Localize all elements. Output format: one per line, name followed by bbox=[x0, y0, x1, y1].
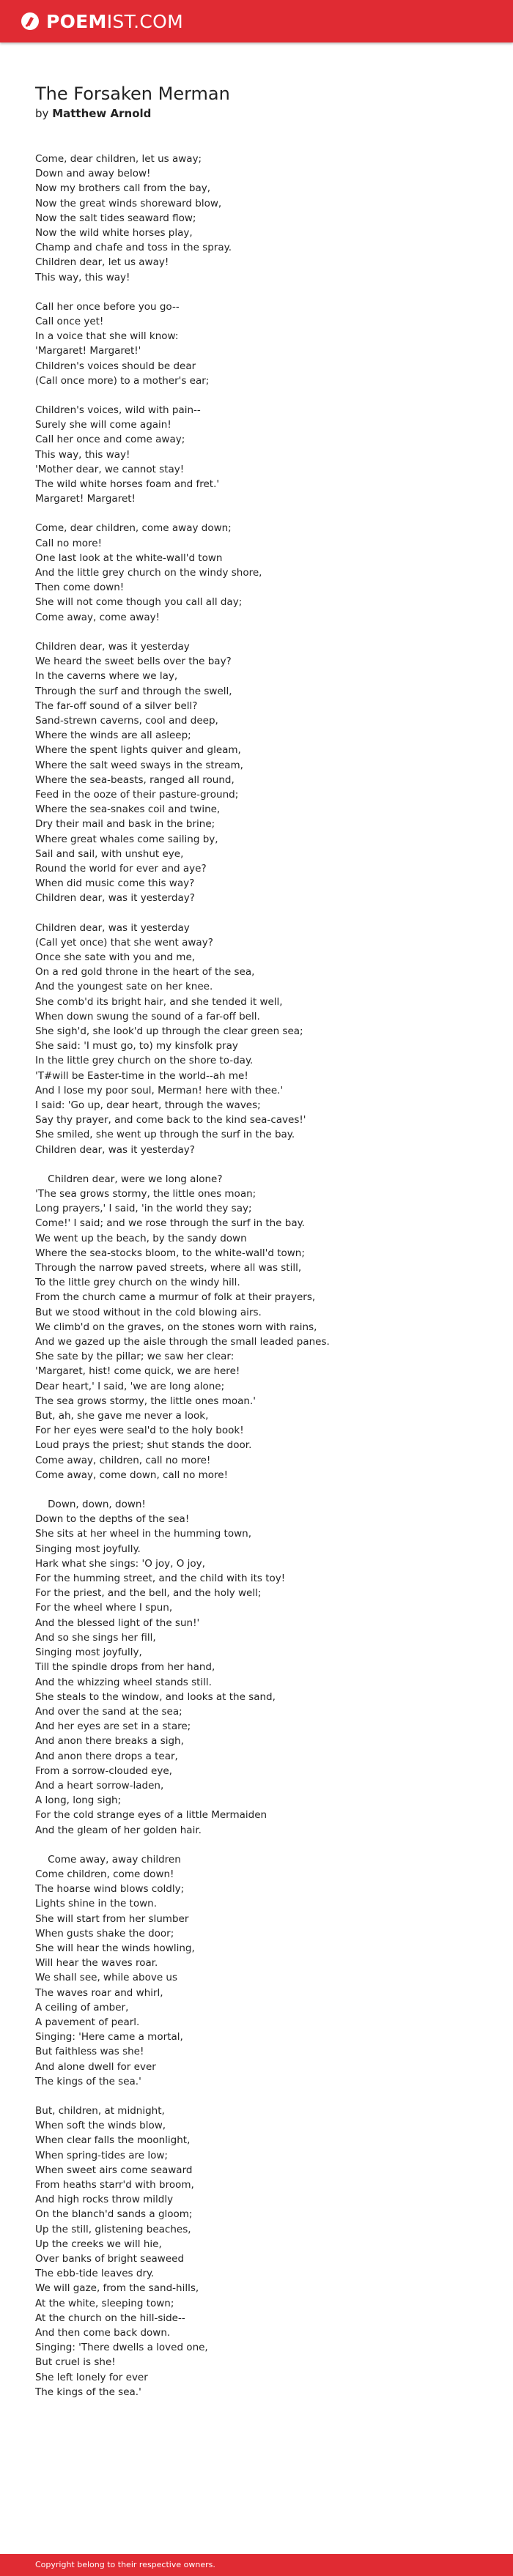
poem-line: And I lose my poor soul, Merman! here with thee.' bbox=[35, 1084, 284, 1096]
poem-line: But cruel is she! bbox=[35, 2356, 116, 2369]
poem-line: Call her once before you go-- bbox=[35, 300, 180, 313]
poem-line: 'Margaret, hist! come quick, we are here! bbox=[35, 1365, 240, 1378]
poem-line: She left lonely for ever bbox=[35, 2371, 148, 2383]
poem-line: A ceiling of amber, bbox=[35, 2001, 129, 2013]
poem-line: She will not come though you call all day; bbox=[35, 596, 243, 609]
poem-line: Dry their mail and bask in the brine; bbox=[35, 818, 215, 831]
poem-line: Come away, come away! bbox=[35, 611, 160, 623]
poem-line: Children's voices, wild with pain-- bbox=[35, 404, 201, 417]
poem-line: Where the sea-beasts, ranged all round, bbox=[35, 773, 235, 786]
poem-line: And so she sings her fill, bbox=[35, 1631, 156, 1644]
poem-line: In the little grey church on the shore to-day. bbox=[35, 1055, 254, 1067]
poem-line: In the caverns where we lay, bbox=[35, 670, 178, 683]
poem-line: Till the spindle drops from her hand, bbox=[35, 1661, 215, 1674]
poem-line: The wild white horses foam and fret.' bbox=[35, 478, 220, 491]
poem-line: Down, down, down! bbox=[35, 1499, 146, 1511]
poem-line: But faithless was she! bbox=[35, 2046, 144, 2058]
poem-line: When clear falls the moonlight, bbox=[35, 2134, 191, 2147]
poem-content bbox=[35, 83, 490, 2414]
poem-line: Children dear, was it yesterday bbox=[35, 921, 190, 934]
poem-line: Singing: 'Here came a mortal, bbox=[35, 2031, 183, 2044]
poem-line: On a red gold throne in the heart of the sea, bbox=[35, 966, 255, 979]
poem-line: And the little grey church on the windy shore, bbox=[35, 567, 262, 579]
poem-line: The far-off sound of a silver bell? bbox=[35, 699, 198, 712]
poem-line: Singing: 'There dwells a loved one, bbox=[35, 2342, 208, 2354]
poem-line: When spring-tides are low; bbox=[35, 2149, 168, 2161]
poem-line: Children dear, was it yesterday? bbox=[35, 1143, 195, 1156]
poem-line: And we gazed up the aisle through the small leaded panes. bbox=[35, 1336, 330, 1348]
poem-line: And then come back down. bbox=[35, 2327, 171, 2339]
poem-line: We will gaze, from the sand-hills, bbox=[35, 2282, 199, 2295]
site-header bbox=[0, 0, 513, 42]
poem-line: Call her once and come away; bbox=[35, 434, 185, 446]
poem-line: In a voice that she will know: bbox=[35, 330, 179, 343]
poem-line: Hark what she sings: 'O joy, O joy, bbox=[35, 1557, 205, 1570]
poem-line: Children dear, was it yesterday bbox=[35, 640, 190, 653]
poem-line: When down swung the sound of a far-off bell. bbox=[35, 1010, 260, 1022]
poem-line: Up the creeks we will hie, bbox=[35, 2238, 162, 2250]
poem-line: We heard the sweet bells over the bay? bbox=[35, 656, 232, 668]
poem-line: And a heart sorrow-laden, bbox=[35, 1779, 164, 1792]
poem-line: And the gleam of her golden hair. bbox=[35, 1824, 202, 1836]
logo-mark-icon bbox=[21, 12, 40, 31]
poem-line: For the humming street, and the child with its toy! bbox=[35, 1573, 286, 1585]
poem-line: This way, this way! bbox=[35, 271, 130, 283]
poem-line: She sits at her wheel in the humming town, bbox=[35, 1528, 252, 1540]
poem-line: The sea grows stormy, the little ones moan.' bbox=[35, 1395, 256, 1407]
by-label: by bbox=[35, 107, 49, 120]
stanza bbox=[35, 403, 490, 506]
poem-line: Where the sea-stocks bloom, to the white-wall'd town; bbox=[35, 1247, 305, 1259]
poem-line: Now the salt tides seaward flow; bbox=[35, 212, 196, 224]
poem-line: Come, dear children, come away down; bbox=[35, 522, 232, 535]
stanza bbox=[35, 2104, 490, 2399]
poem-line: Children dear, were we long alone? bbox=[35, 1173, 223, 1185]
poem-line: Long prayers,' I said, 'in the world they say; bbox=[35, 1203, 252, 1215]
poem-line: Come!' I said; and we rose through the surf in the bay. bbox=[35, 1217, 305, 1230]
poem-line: Come away, away children bbox=[35, 1853, 181, 1866]
poem-line: Singing most joyfully, bbox=[35, 1647, 142, 1659]
poem-line: She sate by the pillar; we saw her clear: bbox=[35, 1351, 235, 1363]
poem-line: 'The sea grows stormy, the little ones moan; bbox=[35, 1188, 256, 1200]
poem-line: Now my brothers call from the bay, bbox=[35, 182, 210, 195]
poem-line: One last look at the white-wall'd town bbox=[35, 552, 223, 564]
poem-line: At the church on the hill-side-- bbox=[35, 2312, 185, 2324]
poem-line: The waves roar and whirl, bbox=[35, 1986, 163, 1999]
logo-text: POEMIST.COM bbox=[46, 10, 184, 32]
poem-line: This way, this way! bbox=[35, 448, 130, 461]
poem-line: The hoarse wind blows coldly; bbox=[35, 1883, 185, 1896]
poem-line: We climb'd on the graves, on the stones worn with rains, bbox=[35, 1321, 317, 1333]
poem-line: Up the still, glistening beaches, bbox=[35, 2223, 191, 2235]
site-footer bbox=[0, 2554, 513, 2576]
poem-line: She will start from her slumber bbox=[35, 1912, 189, 1925]
poem-line: She said: 'I must go, to) my kinsfolk pray bbox=[35, 1040, 238, 1053]
poem-line: Where the salt weed sways in the stream, bbox=[35, 759, 243, 771]
stanza bbox=[35, 1497, 490, 1838]
stanza bbox=[35, 639, 490, 906]
poem-line: A long, long sigh; bbox=[35, 1794, 122, 1807]
poem-line: She smiled, she went up through the surf in the bay. bbox=[35, 1129, 295, 1141]
poem-line: A pavement of pearl. bbox=[35, 2016, 140, 2028]
poem-line: 'Mother dear, we cannot stay! bbox=[35, 463, 185, 475]
poem-line: Children's voices should be dear bbox=[35, 360, 196, 372]
poem-line: Children dear, let us away! bbox=[35, 256, 169, 269]
poem-line: Now the wild white horses play, bbox=[35, 227, 193, 240]
poem-line: And the youngest sate on her knee. bbox=[35, 981, 213, 993]
poem-line: Where great whales come sailing by, bbox=[35, 833, 218, 845]
poem-line: For her eyes were seal'd to the holy book! bbox=[35, 1425, 244, 1437]
site-logo[interactable] bbox=[21, 10, 183, 32]
stanza bbox=[35, 1852, 490, 2089]
poem-line: But, ah, she gave me never a look, bbox=[35, 1410, 209, 1422]
poem-line: Children dear, was it yesterday? bbox=[35, 892, 195, 905]
poem-line: Once she sate with you and me, bbox=[35, 951, 196, 963]
poem-line: She steals to the window, and looks at the sand, bbox=[35, 1690, 276, 1703]
poem-line: Through the surf and through the swell, bbox=[35, 685, 232, 697]
poem-line: And over the sand at the sea; bbox=[35, 1705, 182, 1718]
poem-line: From heaths starr'd with broom, bbox=[35, 2179, 194, 2191]
poem-line: On the blanch'd sands a gloom; bbox=[35, 2208, 193, 2221]
poem-line: Surely she will come again! bbox=[35, 419, 171, 431]
poem-line: Lights shine in the town. bbox=[35, 1898, 157, 1910]
copyright-text: Copyright belong to their respective owners. bbox=[35, 2560, 215, 2569]
stanza bbox=[35, 521, 490, 624]
poem-line: And the blessed light of the sun!' bbox=[35, 1617, 200, 1629]
poem-line: When gusts shake the door; bbox=[35, 1927, 174, 1940]
poem-line: Say thy prayer, and come back to the kind sea-caves!' bbox=[35, 1114, 306, 1126]
poem-line: Come children, come down! bbox=[35, 1868, 174, 1880]
poem-line: (Call yet once) that she went away? bbox=[35, 936, 213, 949]
author-link[interactable]: Matthew Arnold bbox=[52, 107, 152, 120]
poem-line: Loud prays the priest; shut stands the door. bbox=[35, 1439, 252, 1452]
poem-body bbox=[35, 152, 490, 2399]
poem-line: When sweet airs come seaward bbox=[35, 2164, 193, 2176]
poem-line: Then come down! bbox=[35, 582, 125, 594]
poem-line: We shall see, while above us bbox=[35, 1972, 178, 1984]
poem-line: And high rocks throw mildly bbox=[35, 2194, 174, 2206]
poem-line: Where the sea-snakes coil and twine, bbox=[35, 803, 221, 816]
poem-line: To the little grey church on the windy hill. bbox=[35, 1277, 240, 1289]
poem-line: For the cold strange eyes of a little Mermaiden bbox=[35, 1809, 267, 1822]
poem-line: (Call once more) to a mother's ear; bbox=[35, 374, 210, 387]
poem-line: Sand-strewn caverns, cool and deep, bbox=[35, 714, 218, 727]
poem-line: When soft the winds blow, bbox=[35, 2120, 166, 2132]
poem-line: At the white, sleeping town; bbox=[35, 2297, 174, 2309]
poem-line: I said: 'Go up, dear heart, through the waves; bbox=[35, 1099, 261, 1111]
poem-line: Margaret! Margaret! bbox=[35, 493, 136, 505]
poem-line: From a sorrow-clouded eye, bbox=[35, 1764, 172, 1777]
poem-line: Where the winds are all asleep; bbox=[35, 730, 191, 742]
poem-line: The kings of the sea.' bbox=[35, 2386, 141, 2398]
poem-line: Dear heart,' I said, 'we are long alone; bbox=[35, 1380, 225, 1392]
poem-line: She sigh'd, she look'd up through the clear green sea; bbox=[35, 1025, 303, 1037]
poem-line: But we stood without in the cold blowing airs. bbox=[35, 1306, 262, 1318]
poem-line: For the wheel where I spun, bbox=[35, 1602, 173, 1614]
stanza bbox=[35, 152, 490, 285]
poem-line: For the priest, and the bell, and the holy well; bbox=[35, 1587, 262, 1600]
poem-line: And anon there breaks a sigh, bbox=[35, 1735, 184, 1748]
poem-line: Will hear the waves roar. bbox=[35, 1957, 158, 1970]
poem-line: Where the spent lights quiver and gleam, bbox=[35, 744, 241, 757]
poem-line: And her eyes are set in a stare; bbox=[35, 1721, 191, 1733]
poem-line: Call once yet! bbox=[35, 316, 104, 328]
poem-line: She comb'd its bright hair, and she tended it well, bbox=[35, 995, 283, 1008]
poem-line: Now the great winds shoreward blow, bbox=[35, 197, 222, 209]
poem-line: The ebb-tide leaves dry. bbox=[35, 2268, 155, 2280]
poem-line: 'T#will be Easter-time in the world--ah me! bbox=[35, 1069, 248, 1082]
poem-title: The Forsaken Merman bbox=[35, 83, 230, 104]
poem-line: From the church came a murmur of folk at their prayers, bbox=[35, 1291, 316, 1304]
poem-line: The kings of the sea.' bbox=[35, 2075, 141, 2087]
poem-line: Round the world for ever and aye? bbox=[35, 862, 207, 875]
stanza bbox=[35, 921, 490, 1157]
poem-line: 'Margaret! Margaret!' bbox=[35, 345, 141, 357]
stanza bbox=[35, 300, 490, 388]
poem-line: Sail and sail, with unshut eye, bbox=[35, 847, 184, 860]
stanza bbox=[35, 1172, 490, 1482]
poem-line: Feed in the ooze of their pasture-ground; bbox=[35, 788, 239, 801]
poem-line: Down and away below! bbox=[35, 168, 151, 180]
poem-line: When did music come this way? bbox=[35, 877, 195, 890]
poem-line: Come away, come down, call no more! bbox=[35, 1469, 229, 1481]
poem-line: Champ and chafe and toss in the spray. bbox=[35, 242, 232, 254]
poem-line: Come, dear children, let us away; bbox=[35, 153, 202, 165]
poem-line: Over banks of bright seaweed bbox=[35, 2253, 185, 2265]
poem-line: Call no more! bbox=[35, 537, 102, 549]
poem-line: Through the narrow paved streets, where all was still, bbox=[35, 1262, 302, 1274]
poem-line: Singing most joyfully. bbox=[35, 1543, 141, 1555]
poem-line: And the whizzing wheel stands still. bbox=[35, 1676, 212, 1688]
poem-line: Come away, children, call no more! bbox=[35, 1454, 211, 1466]
poem-line: She will hear the winds howling, bbox=[35, 1942, 195, 1954]
poem-line: And alone dwell for ever bbox=[35, 2060, 156, 2073]
byline bbox=[35, 106, 490, 121]
poem-line: But, children, at midnight, bbox=[35, 2104, 165, 2117]
poem-line: And anon there drops a tear, bbox=[35, 1750, 178, 1762]
poem-line: Down to the depths of the sea! bbox=[35, 1513, 190, 1526]
poem-line: We went up the beach, by the sandy down bbox=[35, 1232, 247, 1244]
